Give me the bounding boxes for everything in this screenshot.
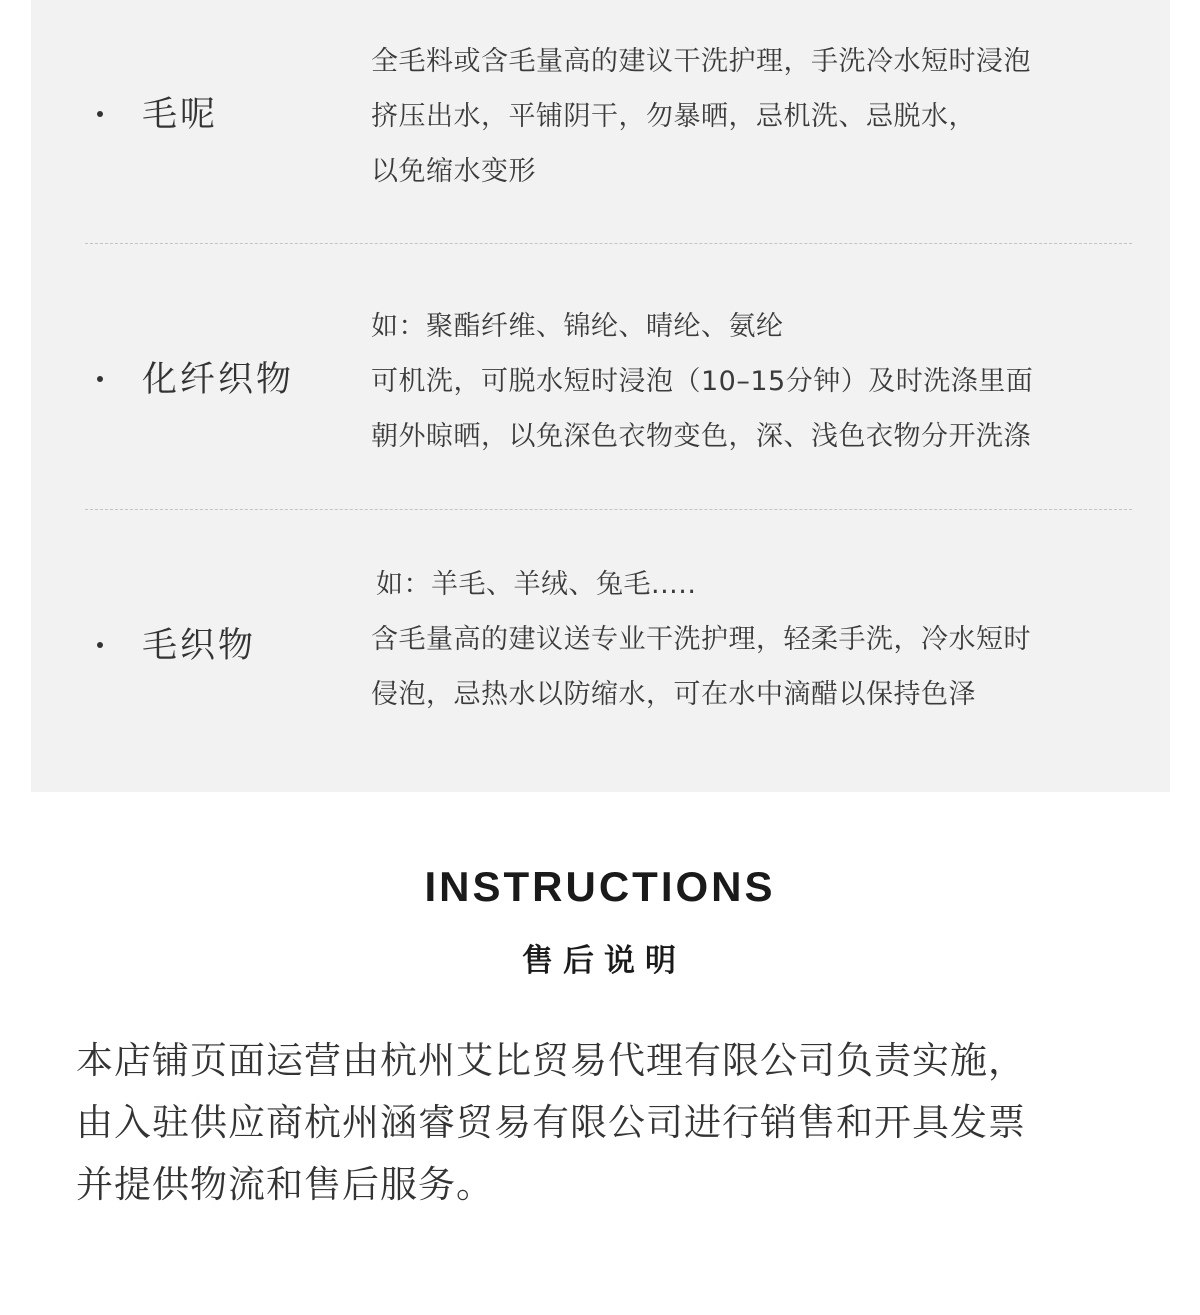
after-sales-line: 本店铺页面运营由杭州艾比贸易代理有限公司负责实施，	[76, 1039, 1026, 1082]
care-description-line: 如：羊毛、羊绒、兔毛.....	[376, 569, 697, 600]
care-item-synthetic-fabric	[31, 244, 1170, 509]
care-guide-panel	[31, 0, 1170, 792]
care-description-line: 可机洗，可脱水短时浸泡（10–15分钟）及时洗涤里面	[371, 366, 1034, 397]
care-description-line: 挤压出水，平铺阴干，勿暴晒，忌机洗、忌脱水，	[371, 101, 976, 132]
care-description-line: 侵泡，忌热水以防缩水，可在水中滴醋以保持色泽	[371, 679, 976, 710]
care-description-line: 以免缩水变形	[371, 156, 536, 187]
care-description	[371, 299, 1151, 464]
after-sales-statement	[76, 1030, 1176, 1216]
care-description-line: 全毛料或含毛量高的建议干洗护理，手洗冷水短时浸泡	[371, 46, 1031, 77]
care-description-line: 朝外晾晒，以免深色衣物变色，深、浅色衣物分开洗涤	[371, 421, 1031, 452]
after-sales-line: 并提供物流和售后服务。	[76, 1163, 494, 1206]
care-item-wool-fabric	[31, 510, 1170, 792]
care-category-label: 毛织物	[142, 626, 257, 666]
after-sales-line: 由入驻供应商杭州涵睿贸易有限公司进行销售和开具发票	[76, 1101, 1026, 1144]
care-description	[371, 557, 1151, 722]
instructions-subheading: 售后说明	[522, 943, 686, 979]
care-category-label: 毛呢	[142, 95, 219, 135]
care-description-line: 如：聚酯纤维、锦纶、晴纶、氨纶	[371, 311, 784, 342]
care-category-label: 化纤织物	[142, 360, 295, 400]
care-description-line: 含毛量高的建议送专业干洗护理，轻柔手洗，冷水短时	[371, 624, 1031, 655]
care-item-wool-cloth	[31, 0, 1170, 243]
care-description	[371, 34, 1151, 199]
instructions-heading: INSTRUCTIONS	[424, 863, 776, 910]
